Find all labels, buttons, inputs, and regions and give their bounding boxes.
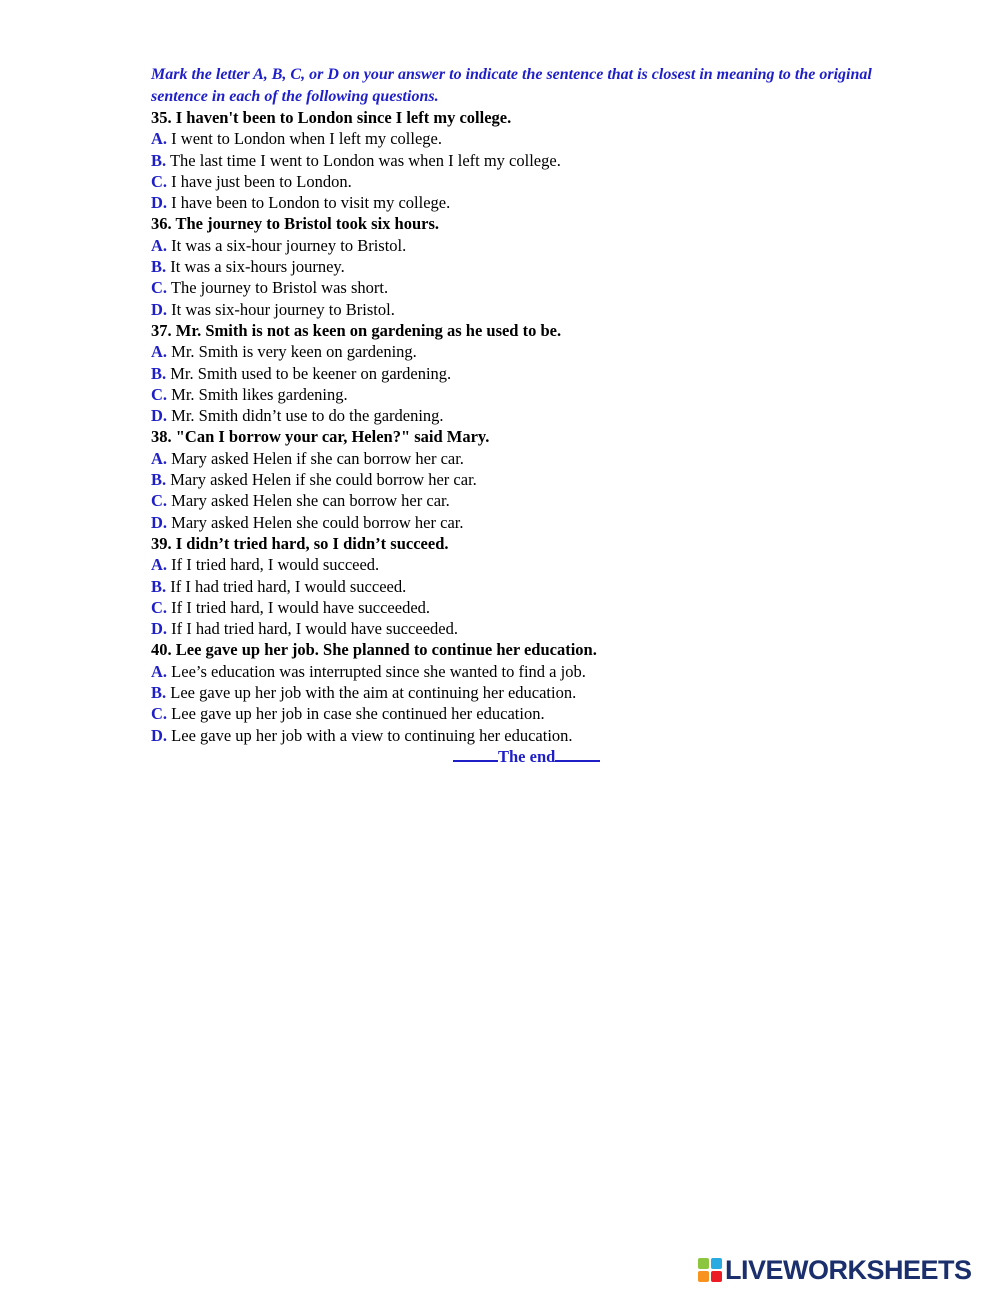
answer-option [151, 171, 931, 192]
option-letter: C. [151, 384, 168, 404]
option-text: Mary asked Helen she could borrow her car. [167, 512, 464, 532]
logo-square-orange [698, 1271, 709, 1282]
question [151, 320, 931, 426]
answer-option [151, 725, 931, 746]
option-letter: A. [151, 555, 168, 575]
option-letter: C. [151, 278, 168, 298]
logo-square-blue [711, 1258, 722, 1269]
option-text: I have been to London to visit my college. [167, 193, 451, 213]
option-text: If I had tried hard, I would succeed. [166, 576, 407, 596]
logo-mark-icon [698, 1258, 722, 1282]
question [151, 213, 931, 319]
answer-option [151, 341, 931, 362]
logo-text: LIVEWORKSHEETS [725, 1254, 972, 1285]
question-list [151, 107, 931, 746]
answer-option [151, 682, 931, 703]
answer-option [151, 128, 931, 149]
logo-square-green [698, 1258, 709, 1269]
answer-option [151, 256, 931, 277]
instructions: Mark the letter A, B, C, or D on your answer to indicate the sentence that is closest in meaning to the original sentence in each of the following questions. [151, 66, 872, 105]
answer-option [151, 554, 931, 575]
option-text: If I tried hard, I would succeed. [167, 555, 380, 575]
option-letter: D. [151, 512, 168, 532]
answer-option [151, 618, 931, 639]
answer-option [151, 469, 931, 490]
liveworksheets-logo [698, 1255, 972, 1285]
option-text: The journey to Bristol was short. [167, 278, 389, 298]
option-letter: C. [151, 491, 168, 511]
end-text: The end [498, 746, 556, 766]
option-letter: D. [151, 725, 168, 745]
answer-option [151, 150, 931, 171]
option-letter: D. [151, 193, 168, 213]
option-letter: B. [151, 257, 167, 277]
option-letter: C. [151, 597, 168, 617]
option-letter: D. [151, 406, 168, 426]
question-stem: 40. Lee gave up her job. She planned to continue her education. [151, 640, 597, 660]
option-text: Mary asked Helen if she could borrow her car. [166, 470, 477, 490]
answer-option [151, 384, 931, 405]
option-text: Lee gave up her job in case she continued her education. [167, 704, 545, 724]
question-stem: 35. I haven't been to London since I left my college. [151, 108, 512, 127]
answer-option [151, 363, 931, 384]
option-letter: A. [151, 129, 168, 149]
answer-option [151, 703, 931, 724]
end-marker [453, 746, 1000, 768]
option-text: Lee gave up her job with a view to continuing her education. [167, 725, 573, 745]
answer-option [151, 277, 931, 298]
option-text: I have just been to London. [167, 171, 352, 191]
option-text: Mr. Smith is very keen on gardening. [167, 342, 417, 362]
option-letter: B. [151, 576, 167, 596]
option-text: Mr. Smith likes gardening. [167, 384, 348, 404]
question-stem: 39. I didn’t tried hard, so I didn’t succeed. [151, 533, 449, 553]
option-text: It was a six-hours journey. [166, 257, 345, 277]
answer-option [151, 405, 931, 426]
option-letter: B. [151, 683, 167, 703]
answer-option [151, 512, 931, 533]
question-stem: 38. "Can I borrow your car, Helen?" said Mary. [151, 427, 490, 447]
option-text: The last time I went to London was when I left my college. [166, 150, 561, 170]
answer-option [151, 576, 931, 597]
option-letter: A. [151, 661, 168, 681]
question [151, 639, 931, 745]
question-stem: 37. Mr. Smith is not as keen on gardening as he used to be. [151, 320, 562, 340]
answer-option [151, 299, 931, 320]
option-letter: C. [151, 704, 168, 724]
option-text: Mr. Smith didn’t use to do the gardening. [167, 406, 444, 426]
answer-option [151, 448, 931, 469]
option-text: It was six-hour journey to Bristol. [167, 299, 395, 319]
option-letter: A. [151, 342, 168, 362]
option-letter: D. [151, 299, 168, 319]
option-letter: B. [151, 150, 167, 170]
end-rule-right [555, 760, 600, 762]
option-letter: C. [151, 171, 168, 191]
option-letter: B. [151, 363, 167, 383]
option-text: Lee gave up her job with the aim at continuing her education. [166, 683, 577, 703]
answer-option [151, 597, 931, 618]
answer-option [151, 490, 931, 511]
option-letter: A. [151, 235, 168, 255]
answer-option [151, 661, 931, 682]
logo-square-red [711, 1271, 722, 1282]
option-text: If I had tried hard, I would have succeeded. [167, 619, 458, 639]
option-text: Mr. Smith used to be keener on gardening. [166, 363, 452, 383]
option-text: Mary asked Helen if she can borrow her car. [167, 448, 464, 468]
answer-option [151, 235, 931, 256]
option-letter: D. [151, 619, 168, 639]
option-text: If I tried hard, I would have succeeded. [167, 597, 431, 617]
option-text: It was a six-hour journey to Bristol. [167, 235, 407, 255]
end-rule-left [453, 760, 498, 762]
option-text: Lee’s education was interrupted since she wanted to find a job. [167, 661, 586, 681]
question [151, 107, 931, 213]
question [151, 533, 931, 639]
option-text: Mary asked Helen she can borrow her car. [167, 491, 450, 511]
option-letter: B. [151, 470, 167, 490]
worksheet [151, 64, 931, 768]
option-letter: A. [151, 448, 168, 468]
answer-option [151, 192, 931, 213]
question [151, 426, 931, 532]
option-text: I went to London when I left my college. [167, 129, 442, 149]
question-stem: 36. The journey to Bristol took six hours. [151, 214, 440, 234]
